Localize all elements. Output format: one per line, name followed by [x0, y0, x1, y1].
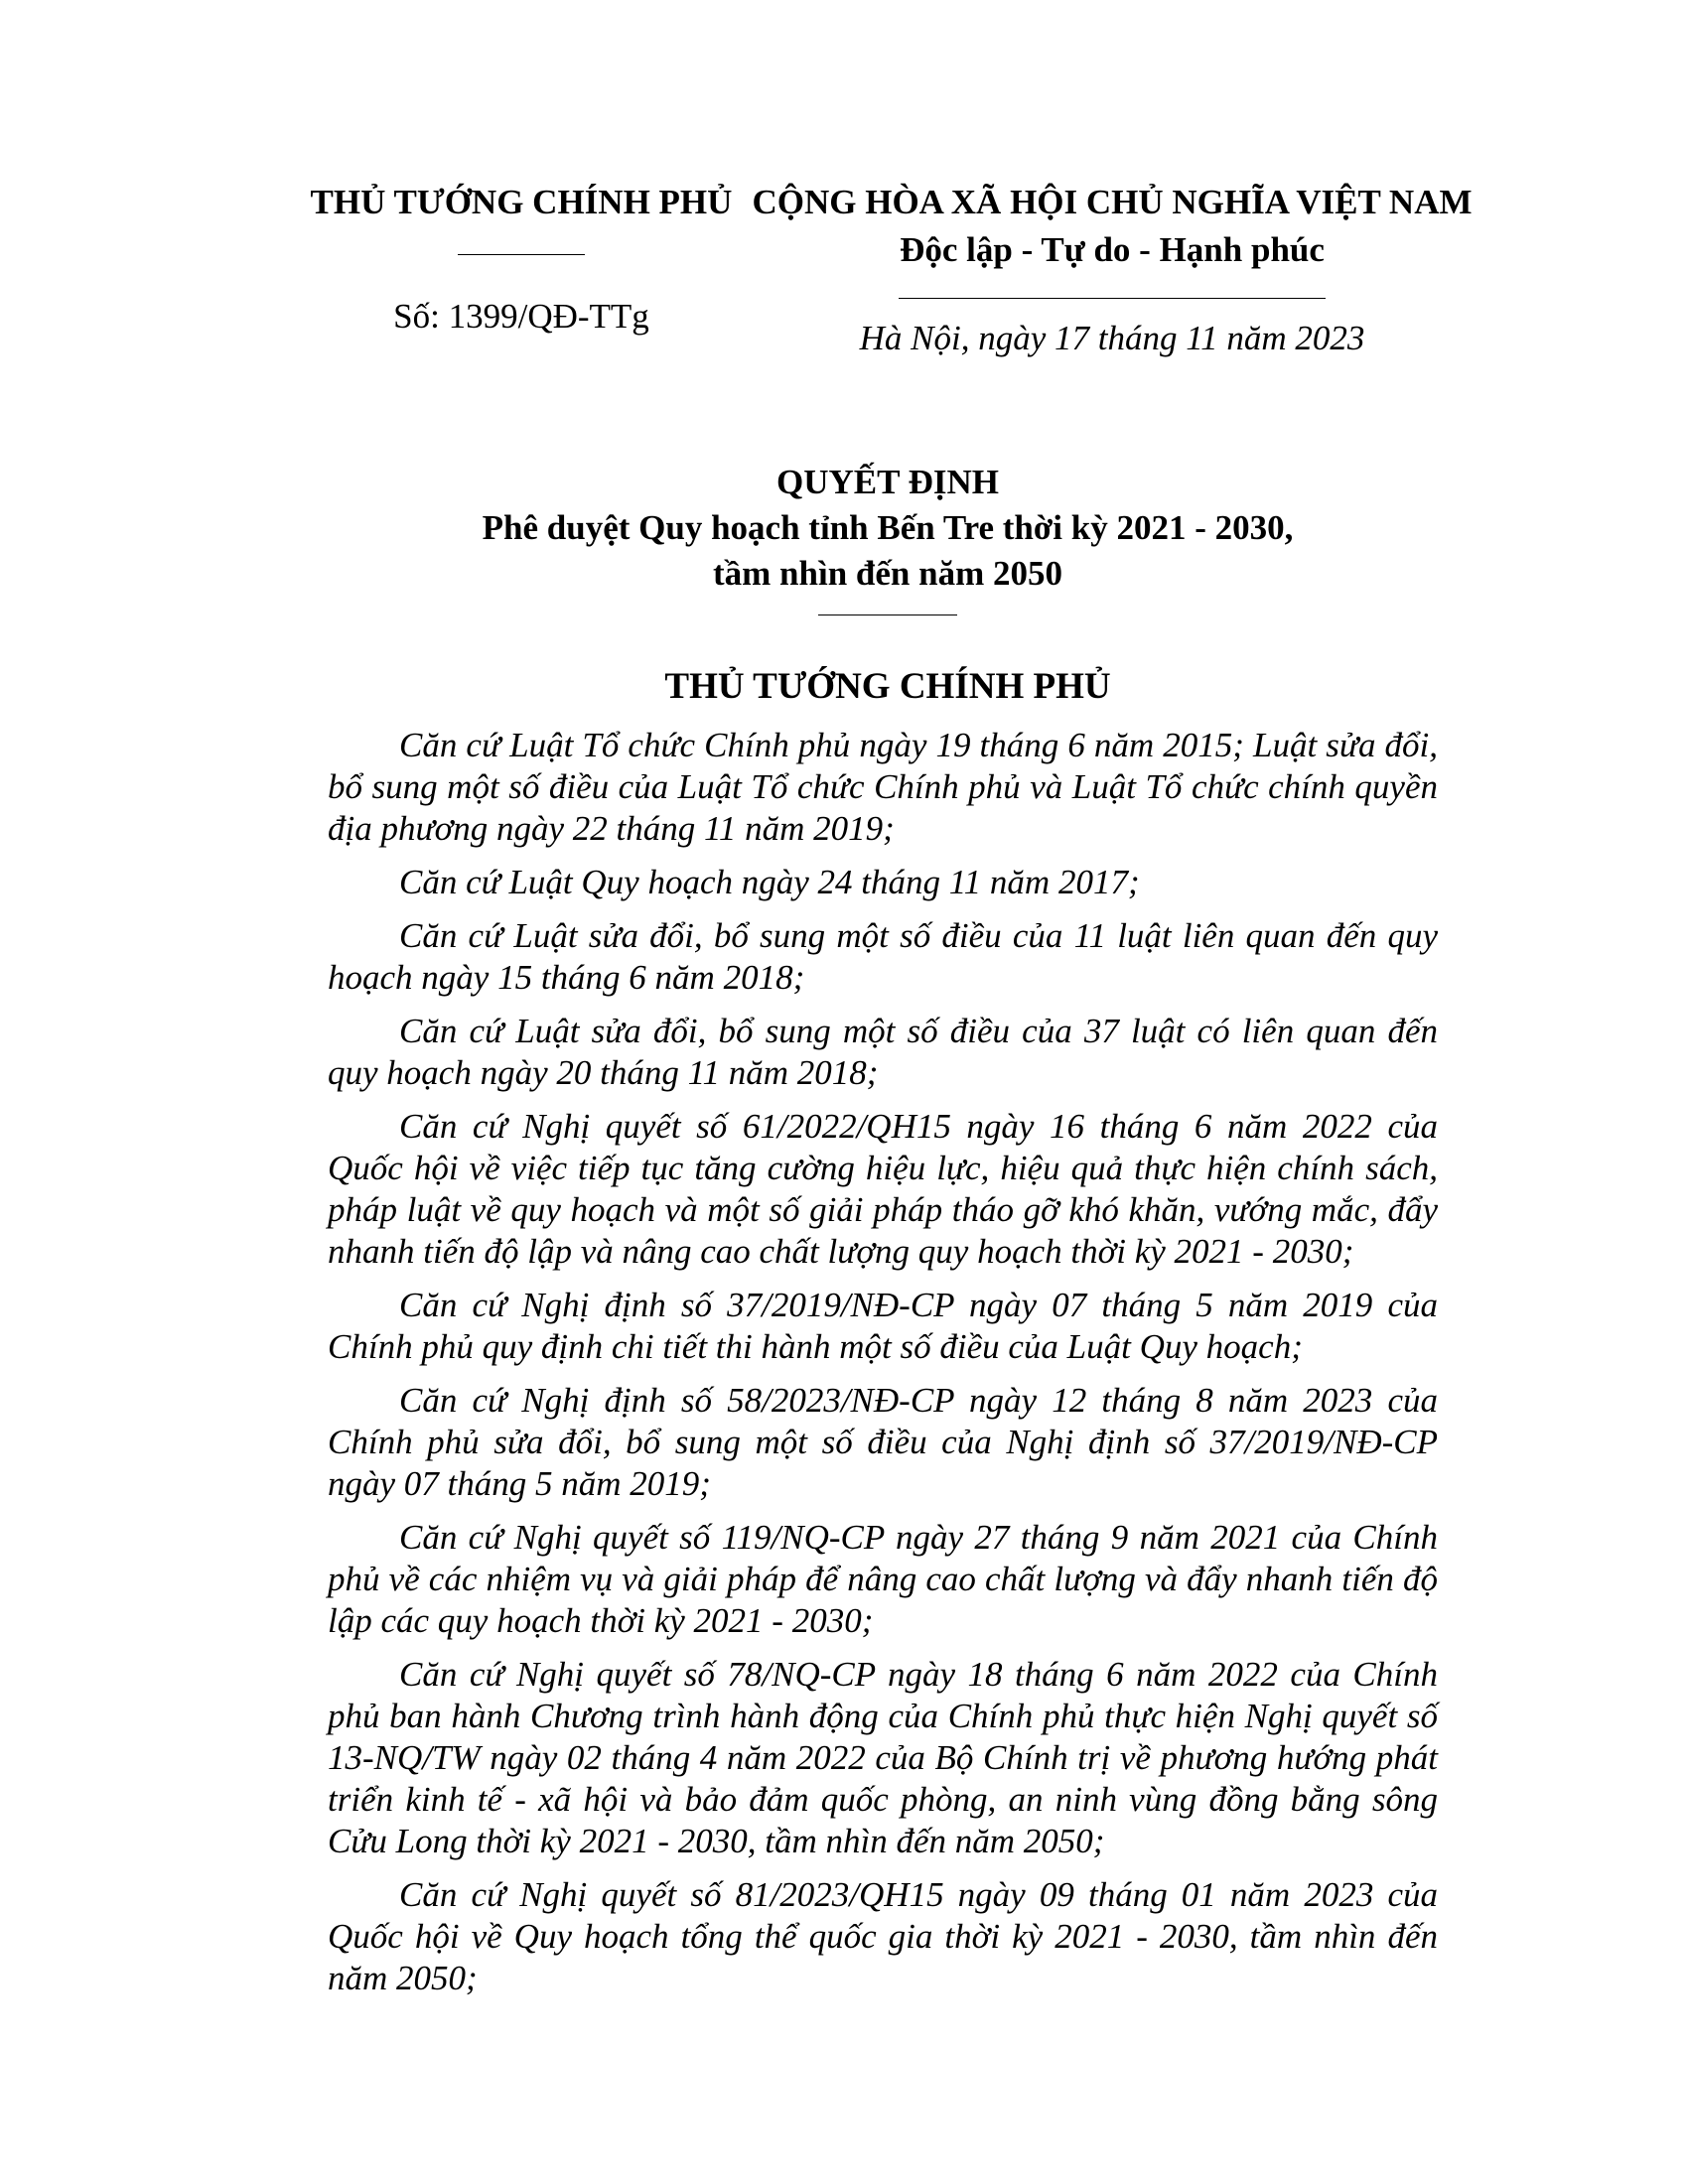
- legal-basis-paragraph: Căn cứ Luật Tổ chức Chính phủ ngày 19 tháng 6 năm 2015; Luật sửa đổi, bổ sung một số điều của Luật Tổ chức Chính phủ và Luật Tổ chức chính quyền địa phương ngày 22 tháng 11 năm 2019;: [328, 726, 1438, 848]
- issuer-header: [298, 179, 745, 339]
- legal-basis-paragraph: Căn cứ Luật Quy hoạch ngày 24 tháng 11 năm 2017;: [399, 863, 1140, 901]
- legal-basis-paragraph: Căn cứ Nghị quyết số 81/2023/QH15 ngày 09 tháng 01 năm 2023 của Quốc hội về Quy hoạch tổng thể quốc gia thời kỳ 2021 - 2030, tầm nhìn đến năm 2050;: [328, 1875, 1438, 1997]
- issuer-underline: [458, 254, 585, 255]
- document-type: QUYẾT ĐỊNH: [776, 463, 999, 501]
- legal-basis-paragraph: Căn cứ Nghị định số 37/2019/NĐ-CP ngày 07 tháng 5 năm 2019 của Chính phủ quy định chi tiết thi hành một số điều của Luật Quy hoạch;: [328, 1286, 1438, 1366]
- issuer-name: THỦ TƯỚNG CHÍNH PHỦ: [310, 183, 733, 221]
- document-subject-line-2: tầm nhìn đến năm 2050: [712, 554, 1063, 593]
- legal-basis-paragraph: Căn cứ Nghị quyết số 119/NQ-CP ngày 27 tháng 9 năm 2021 của Chính phủ về các nhiệm vụ và giải pháp để nâng cao chất lượng và đẩy nhanh tiến độ lập các quy hoạch thời kỳ 2021 - 2030;: [328, 1518, 1438, 1640]
- national-header: [735, 179, 1489, 360]
- issuing-authority: THỦ TƯỚNG CHÍNH PHỦ: [664, 666, 1111, 707]
- legal-basis-paragraph: Căn cứ Nghị định số 58/2023/NĐ-CP ngày 12 tháng 8 năm 2023 của Chính phủ sửa đổi, bổ sung một số điều của Nghị định số 37/2019/NĐ-CP ngày 07 tháng 5 năm 2019;: [328, 1381, 1438, 1503]
- legal-basis-paragraph: Căn cứ Luật sửa đổi, bổ sung một số điều của 11 luật liên quan đến quy hoạch ngày 15 tháng 6 năm 2018;: [328, 916, 1438, 997]
- country-name: CỘNG HÒA XÃ HỘI CHỦ NGHĨA VIỆT NAM: [752, 183, 1473, 221]
- legal-basis-paragraph: Căn cứ Nghị quyết số 61/2022/QH15 ngày 16 tháng 6 năm 2022 của Quốc hội về việc tiếp tục tăng cường hiệu lực, hiệu quả thực hiện chính sách, pháp luật về quy hoạch và một số giải pháp tháo gỡ khó khăn, vướng mắc, đẩy nhanh tiến độ lập và nâng cao chất lượng quy hoạch thời kỳ 2021 - 2030;: [328, 1107, 1438, 1271]
- national-motto: Độc lập - Tự do - Hạnh phúc: [900, 230, 1325, 269]
- motto-underline: [899, 298, 1326, 299]
- preamble-body: [328, 725, 1438, 2011]
- place-and-date: Hà Nội, ngày 17 tháng 11 năm 2023: [859, 319, 1365, 357]
- title-underline: [818, 614, 957, 615]
- document-number: Số: 1399/QĐ-TTg: [393, 297, 649, 336]
- legal-basis-paragraph: Căn cứ Nghị quyết số 78/NQ-CP ngày 18 tháng 6 năm 2022 của Chính phủ ban hành Chương trình hành động của Chính phủ thực hiện Nghị quyết số 13-NQ/TW ngày 02 tháng 4 năm 2022 của Bộ Chính trị về phương hướng phát triển kinh tế - xã hội và bảo đảm quốc phòng, an ninh vùng đồng bằng sông Cửu Long thời kỳ 2021 - 2030, tầm nhìn đến năm 2050;: [328, 1655, 1438, 1860]
- document-subject-line-1: Phê duyệt Quy hoạch tỉnh Bến Tre thời kỳ 2021 - 2030,: [482, 508, 1294, 547]
- legal-basis-paragraph: Căn cứ Luật sửa đổi, bổ sung một số điều của 37 luật có liên quan đến quy hoạch ngày 20 tháng 11 năm 2018;: [328, 1012, 1438, 1092]
- document-title-block: [298, 460, 1477, 711]
